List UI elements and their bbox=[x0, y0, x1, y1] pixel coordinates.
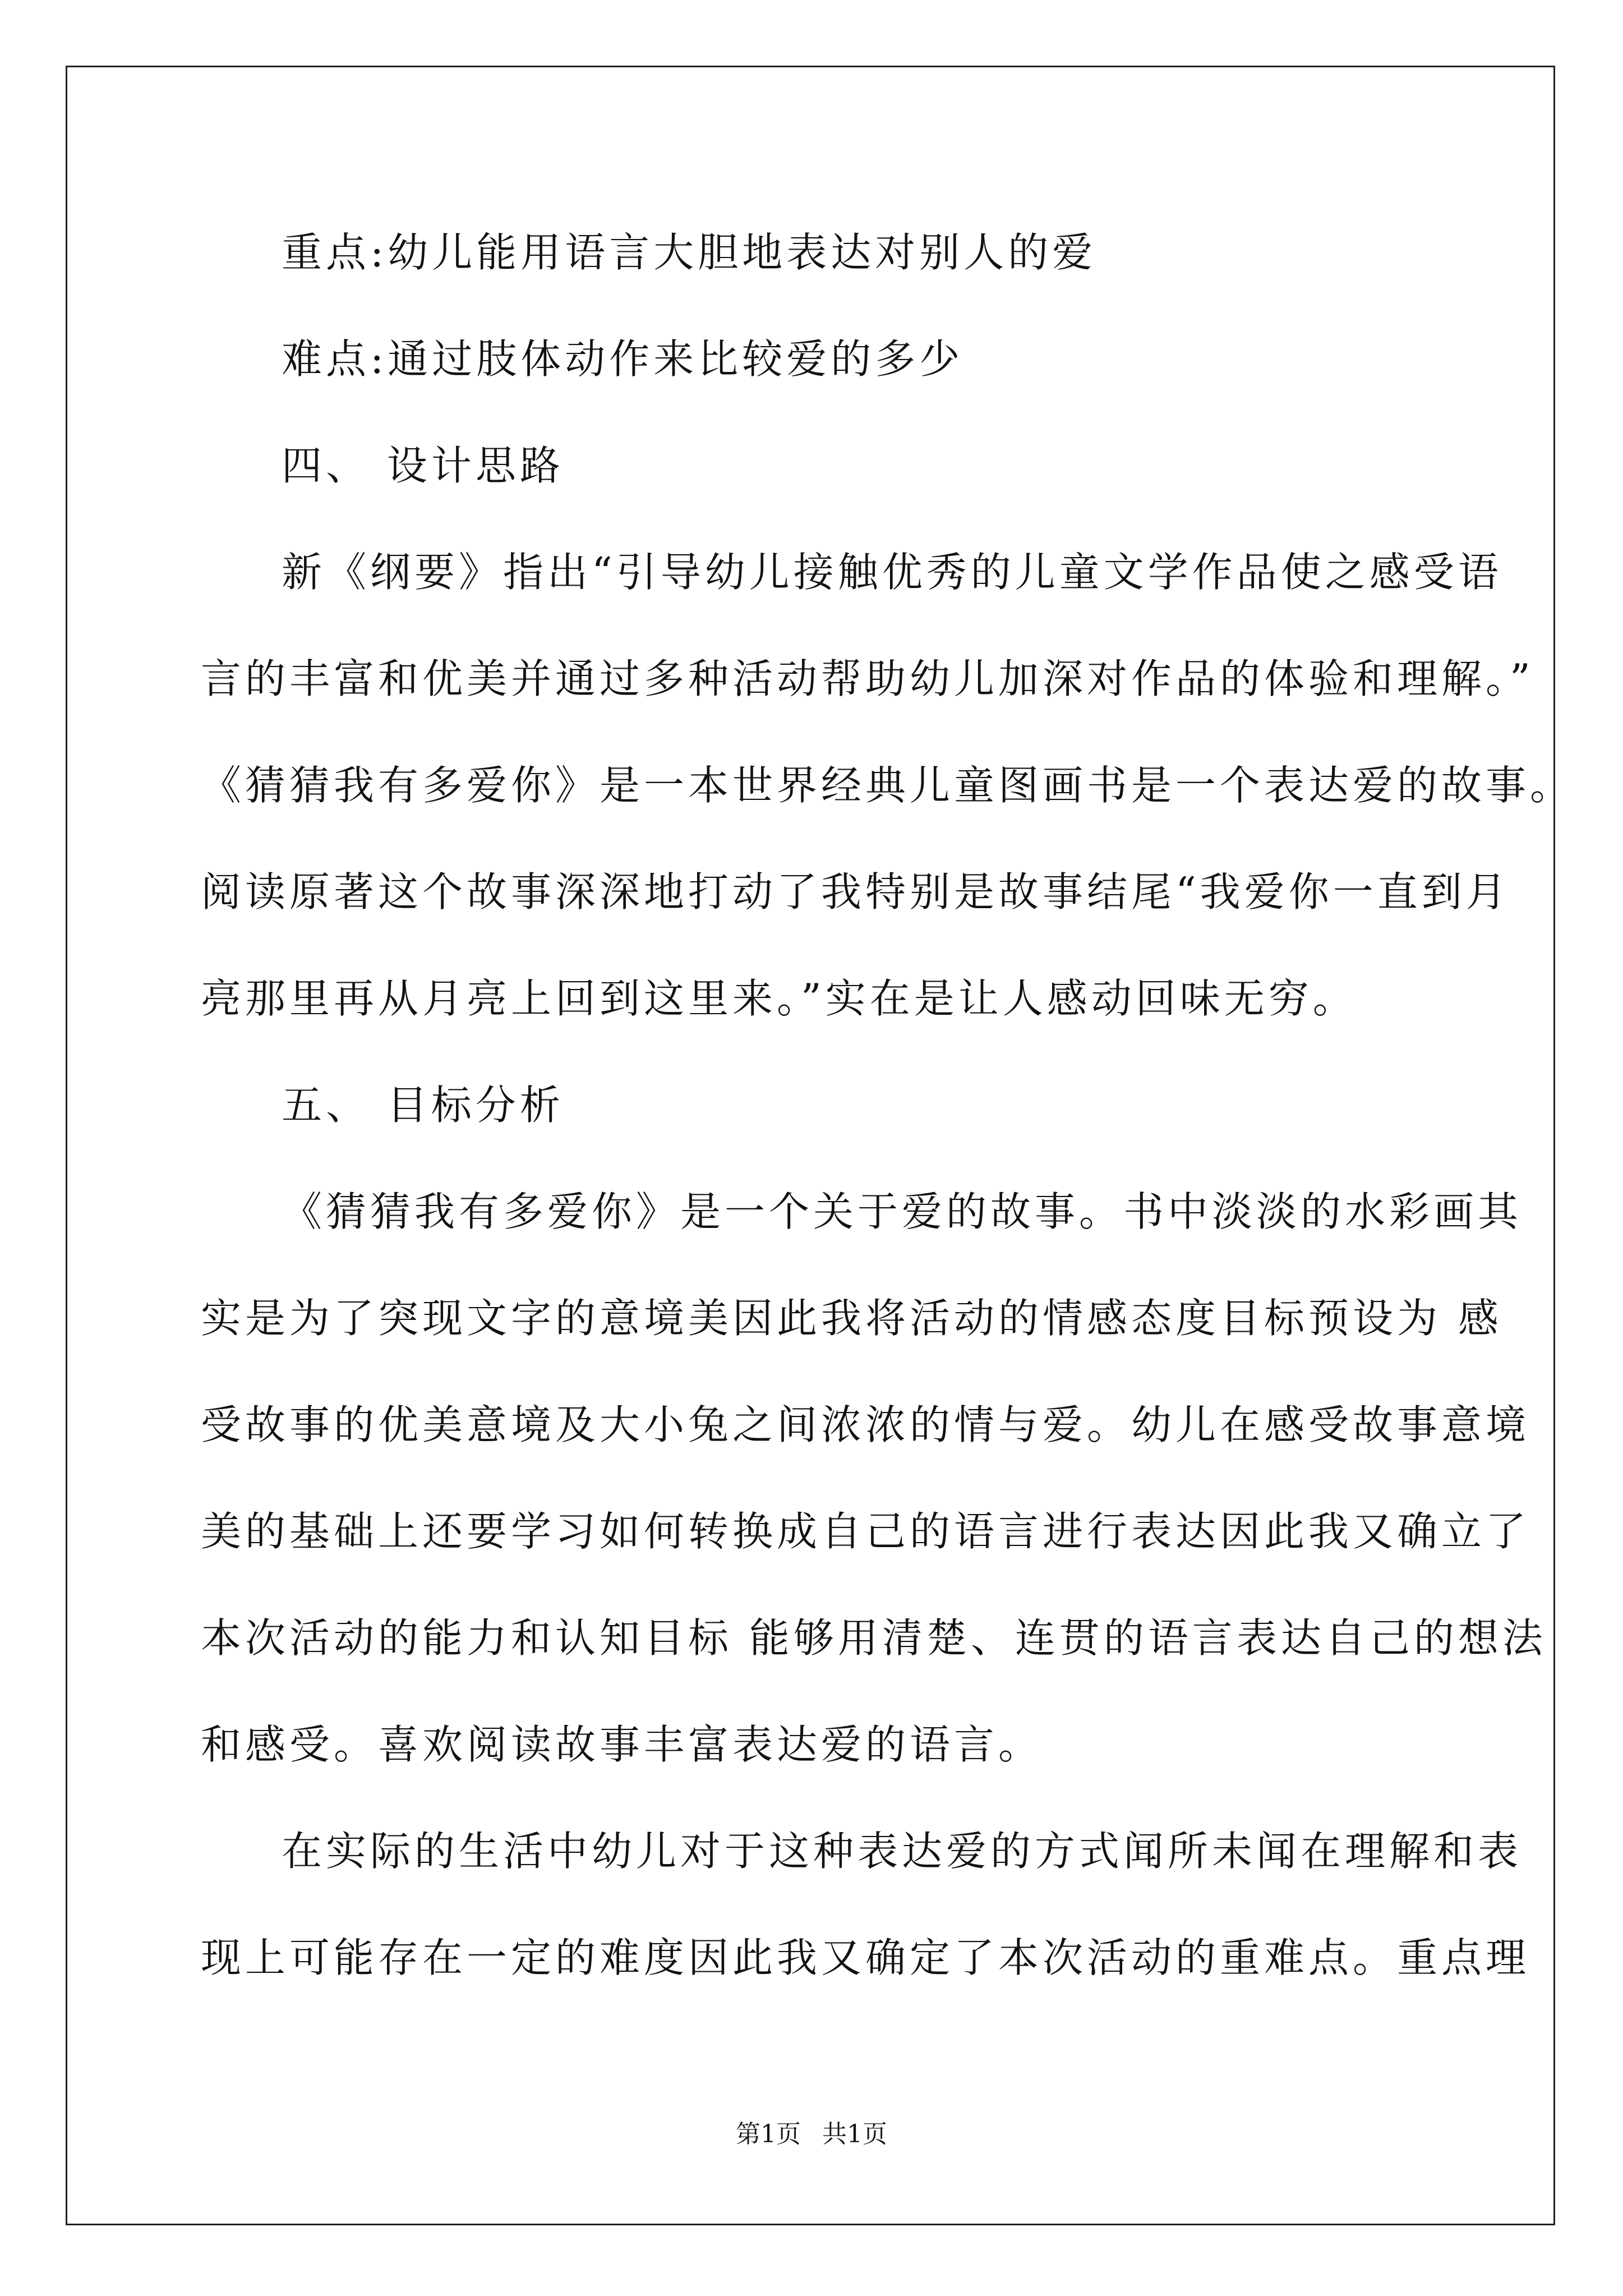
section-heading: 四、 设计思路 bbox=[282, 442, 564, 489]
text-line: 《猜猜我有多爱你》是一个关于爱的故事。书中淡淡的水彩画其 bbox=[282, 1188, 1523, 1235]
page-number: 第1页 bbox=[736, 2120, 801, 2148]
text-line: 阅读原著这个故事深深地打动了我特别是故事结尾“我爱你一直到月 bbox=[201, 868, 1510, 915]
text-line: 新《纲要》指出“引导幼儿接触优秀的儿童文学作品使之感受语 bbox=[282, 549, 1502, 596]
text-line: 实是为了突现文字的意境美因此我将活动的情感态度目标预设为 感 bbox=[201, 1295, 1502, 1342]
text-line: 现上可能存在一定的难度因此我又确定了本次活动的重难点。重点理 bbox=[201, 1934, 1530, 1981]
text-line: 在实际的生活中幼儿对于这种表达爱的方式闻所未闻在理解和表 bbox=[282, 1828, 1523, 1875]
page-footer bbox=[0, 2118, 1623, 2151]
text-line: 受故事的优美意境及大小兔之间浓浓的情与爱。幼儿在感受故事意境 bbox=[201, 1401, 1530, 1448]
section-heading: 五、 目标分析 bbox=[282, 1082, 564, 1129]
text-line: 言的丰富和优美并通过多种活动帮助幼儿加深对作品的体验和理解。” bbox=[201, 655, 1534, 702]
text-line: 亮那里再从月亮上回到这里来。”实在是让人感动回味无穷。 bbox=[201, 975, 1357, 1022]
text-line: 和感受。喜欢阅读故事丰富表达爱的语言。 bbox=[201, 1721, 1043, 1768]
text-line: 本次活动的能力和认知目标 能够用清楚、连贯的语言表达自己的想法 bbox=[201, 1614, 1547, 1662]
text-line: 重点:幼儿能用语言大胆地表达对别人的爱 bbox=[282, 229, 1097, 276]
text-line: 美的基础上还要学习如何转换成自己的语言进行表达因此我又确立了 bbox=[201, 1508, 1530, 1555]
page-border bbox=[66, 66, 1555, 2225]
page-total: 共1页 bbox=[822, 2120, 887, 2148]
text-line: 难点:通过肢体动作来比较爱的多少 bbox=[282, 335, 964, 383]
text-line: 《猜猜我有多爱你》是一本世界经典儿童图画书是一个表达爱的故事。 bbox=[201, 762, 1575, 809]
